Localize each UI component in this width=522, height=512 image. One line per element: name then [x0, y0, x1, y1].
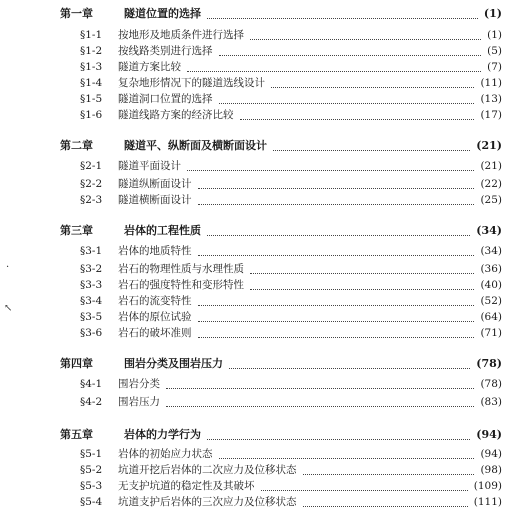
toc-chapter[interactable]	[60, 427, 502, 443]
toc-number: §1-6	[80, 109, 103, 121]
toc-number: §1-4	[80, 77, 103, 89]
toc-title: 隧道线路方案的经济比较	[118, 109, 234, 121]
toc-section[interactable]	[80, 192, 502, 208]
toc-title: 隧道纵断面设计	[118, 178, 192, 190]
toc-number: §3-2	[80, 263, 103, 275]
toc-title: 围岩分类	[118, 378, 160, 390]
toc-number: 第五章	[60, 428, 93, 441]
toc-title: 岩体的力学行为	[124, 428, 201, 441]
dot-leader	[273, 134, 470, 151]
dot-leader	[166, 390, 474, 407]
toc-title: 岩体的工程性质	[124, 224, 201, 237]
toc-title: 隧道洞口位置的选择	[118, 93, 213, 105]
toc-title: 隧道平、纵断面及横断面设计	[124, 139, 267, 152]
toc-number: §1-5	[80, 93, 103, 105]
toc-section[interactable]	[80, 325, 502, 341]
toc-page-number: (5)	[487, 45, 502, 57]
toc-page-number: (98)	[480, 464, 502, 476]
toc-page-number: (1)	[487, 29, 502, 41]
toc-title: 岩体的原位试验	[118, 311, 192, 323]
dot-leader	[187, 55, 481, 72]
toc-chapter[interactable]	[60, 356, 502, 372]
dot-leader	[198, 188, 474, 205]
toc-number: §2-2	[80, 178, 103, 190]
toc-number: §4-2	[80, 396, 103, 408]
toc-number: §2-3	[80, 194, 103, 206]
dot-leader	[271, 71, 474, 88]
toc-title: 岩体的初始应力状态	[118, 448, 213, 460]
toc-page-number: (64)	[480, 311, 502, 323]
dot-leader	[207, 2, 478, 19]
toc-title: 岩石的流变特性	[118, 295, 192, 307]
toc-page-number: (22)	[480, 178, 502, 190]
toc-chapter[interactable]	[60, 138, 502, 154]
toc-number: 第三章	[60, 224, 93, 237]
toc-chapter[interactable]	[60, 6, 502, 22]
toc-page-number: (21)	[480, 160, 502, 172]
toc-page-number: (11)	[480, 77, 502, 89]
dot-leader	[219, 39, 481, 56]
toc-page-number: (34)	[476, 224, 502, 237]
toc-number: 第四章	[60, 357, 93, 370]
toc-chapter[interactable]	[60, 223, 502, 239]
dot-leader	[207, 423, 470, 440]
toc-number: 第二章	[60, 139, 93, 152]
dot-leader	[261, 474, 468, 491]
toc-title: 隧道方案比较	[118, 61, 181, 73]
toc-page-number: (83)	[480, 396, 502, 408]
toc-title: 岩石的物理性质与水理性质	[118, 263, 244, 275]
toc-number: §1-3	[80, 61, 103, 73]
toc-title: 岩石的强度特性和变形特性	[118, 279, 244, 291]
toc-number: §3-5	[80, 311, 103, 323]
toc-number: §3-6	[80, 327, 103, 339]
toc-title: 岩体的地质特性	[118, 245, 192, 257]
toc-number: §4-1	[80, 378, 103, 390]
dot-leader	[166, 372, 474, 389]
dot-leader	[250, 273, 474, 290]
toc-page-number: (21)	[476, 139, 502, 152]
dot-leader	[187, 154, 474, 171]
toc-page-number: (13)	[480, 93, 502, 105]
toc-number: §3-1	[80, 245, 103, 257]
toc-page-number: (7)	[487, 61, 502, 73]
dot-leader	[198, 172, 474, 189]
dot-leader	[250, 23, 481, 40]
dot-leader	[198, 239, 474, 256]
toc-section[interactable]	[80, 107, 502, 123]
toc-page-number: (71)	[480, 327, 502, 339]
toc-page-number: (52)	[480, 295, 502, 307]
toc-number: §5-4	[80, 496, 103, 508]
toc-page-number: (111)	[473, 496, 502, 508]
toc-number: §3-4	[80, 295, 103, 307]
toc-page-number: (34)	[480, 245, 502, 257]
toc-title: 无支护坑道的稳定性及其破坏	[118, 480, 255, 492]
toc-page-number: (25)	[480, 194, 502, 206]
toc-number: §2-1	[80, 160, 103, 172]
dot-leader	[229, 352, 470, 369]
dot-leader	[219, 442, 474, 459]
toc-title: 隧道平面设计	[118, 160, 181, 172]
toc-title: 围岩压力	[118, 396, 160, 408]
toc-page-number: (40)	[480, 279, 502, 291]
toc-title: 隧道横断面设计	[118, 194, 192, 206]
dot-leader	[240, 103, 474, 120]
dot-leader	[219, 87, 474, 104]
toc-page-number: (36)	[480, 263, 502, 275]
dot-leader	[198, 321, 474, 338]
toc-title: 坑道支护后岩体的三次应力及位移状态	[118, 496, 297, 508]
toc-page-number: (109)	[473, 480, 502, 492]
toc-number: §5-2	[80, 464, 103, 476]
toc-section[interactable]	[80, 494, 502, 510]
toc-section[interactable]	[80, 394, 502, 410]
scan-mark: ·	[6, 262, 10, 273]
toc-title: 按地形及地质条件进行选择	[118, 29, 244, 41]
dot-leader	[198, 305, 474, 322]
toc-title: 岩石的破坏准则	[118, 327, 192, 339]
toc-page-number: (78)	[480, 378, 502, 390]
toc-number: §1-1	[80, 29, 103, 41]
dot-leader	[198, 289, 474, 306]
toc-page-number: (94)	[480, 448, 502, 460]
toc-title: 复杂地形情况下的隧道选线设计	[118, 77, 265, 89]
toc-page-number: (94)	[476, 428, 502, 441]
dot-leader	[207, 219, 470, 236]
dot-leader	[250, 257, 474, 274]
toc-number: §5-3	[80, 480, 103, 492]
toc-title: 围岩分类及围岩压力	[124, 357, 223, 370]
toc-number: §3-3	[80, 279, 103, 291]
toc-title: 按线路类别进行选择	[118, 45, 213, 57]
dot-leader	[303, 490, 468, 507]
toc-number: 第一章	[60, 7, 93, 20]
toc-title: 坑道开挖后岩体的二次应力及位移状态	[118, 464, 297, 476]
toc-page-number: (78)	[476, 357, 502, 370]
toc-page-number: (1)	[483, 7, 502, 20]
toc-title: 隧道位置的选择	[124, 7, 201, 20]
toc-number: §5-1	[80, 448, 103, 460]
dot-leader	[303, 458, 474, 475]
toc-page-number: (17)	[480, 109, 502, 121]
toc-number: §1-2	[80, 45, 103, 57]
scan-mark: ↖	[4, 303, 13, 314]
